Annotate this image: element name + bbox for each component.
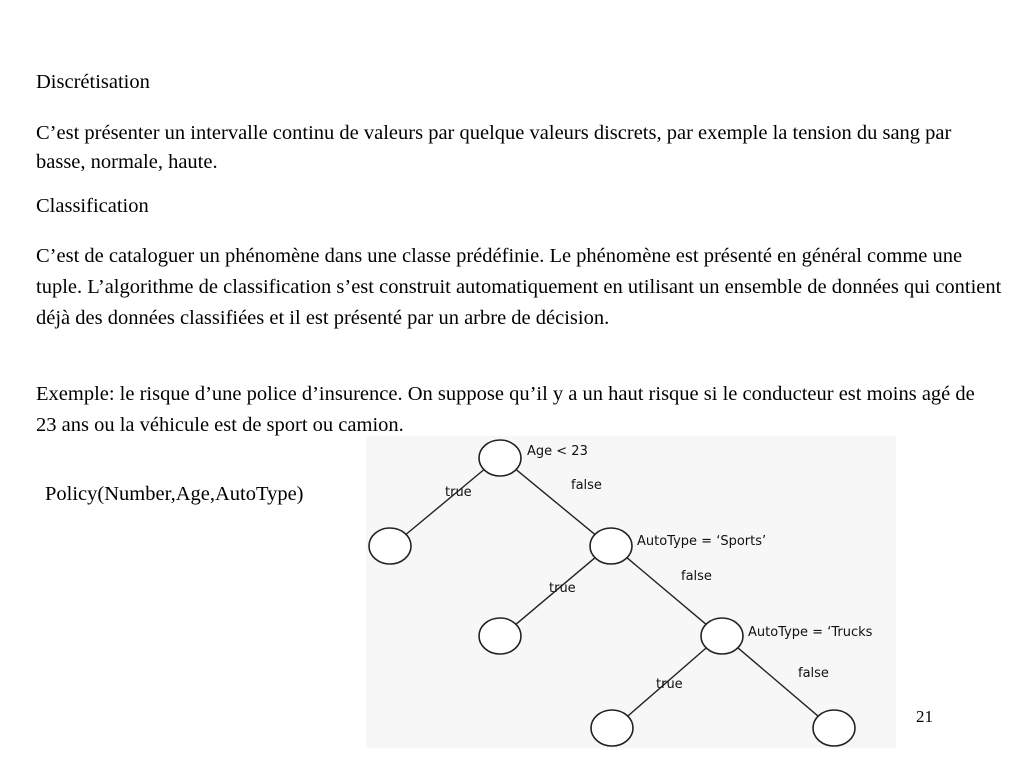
- tree-node: [590, 528, 632, 564]
- edge-label-false: false: [571, 478, 602, 493]
- paragraph-classification: C’est de cataloguer un phénomène dans une classe prédéfinie. Le phénomène est présenté en général comme une tuple. L’algorithme de classification s’est construit automatiquement en utilisant un ensemble de données qui contient déjà des données classifiées et il est présenté par un arbre de décision.: [36, 245, 1002, 329]
- paragraph-discretisation: C’est présenter un intervalle continu de valeurs par quelque valeurs discrets, par exemple la tension du sang par basse, normale, haute.: [36, 122, 952, 173]
- edge-label-true: true: [549, 581, 576, 596]
- heading-discretisation: Discrétisation: [36, 71, 150, 93]
- paragraph-example: Exemple: le risque d’une police d’insurence. On suppose qu’il y a un haut risque si le conducteur est moins agé de 23 ans ou la véhicule est de sport ou camion.: [36, 383, 975, 436]
- edge-label-false: false: [681, 569, 712, 584]
- tree-node: [591, 710, 633, 746]
- decision-tree-diagram: [366, 436, 896, 748]
- tree-node: [479, 440, 521, 476]
- page-number: 21: [916, 707, 933, 726]
- tree-node: [701, 618, 743, 654]
- tree-edge: [405, 469, 485, 536]
- node-condition-label: AutoType = ‘Sports’: [637, 534, 767, 549]
- tree-node: [369, 528, 411, 564]
- heading-classification: Classification: [36, 195, 149, 217]
- edge-label-true: true: [656, 677, 683, 692]
- tree-node: [813, 710, 855, 746]
- decision-tree-svg: [366, 436, 896, 748]
- edge-label-true: true: [445, 485, 472, 500]
- policy-schema: Policy(Number,Age,AutoType): [45, 483, 304, 505]
- edge-label-false: false: [798, 666, 829, 681]
- tree-node: [479, 618, 521, 654]
- tree-edge: [737, 647, 820, 717]
- tree-edge: [626, 557, 707, 626]
- node-condition-label: Age < 23: [527, 444, 588, 459]
- node-condition-label: AutoType = ‘Trucks: [748, 625, 873, 640]
